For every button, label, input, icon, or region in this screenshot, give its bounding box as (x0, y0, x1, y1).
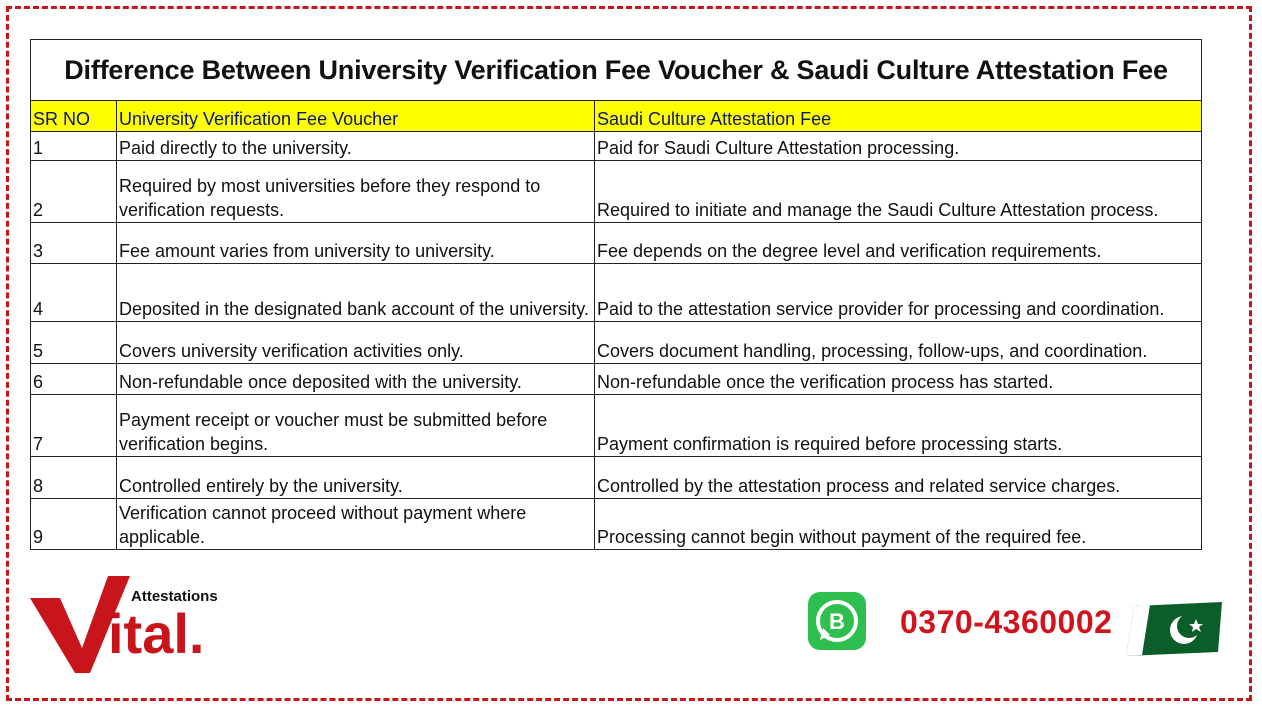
table-row (31, 223, 1202, 264)
row-sr: 6 (31, 364, 117, 395)
row-university-text: Controlled entirely by the university. (117, 457, 595, 499)
row-university-text: Required by most universities before they respond to verification requests. (117, 161, 595, 223)
table-row (31, 364, 1202, 395)
row-saudi-text: Controlled by the attestation process and related service charges. (595, 457, 1202, 499)
row-university-text: Verification cannot proceed without payment where applicable. (117, 499, 595, 550)
table-row (31, 499, 1202, 550)
table-row (31, 264, 1202, 322)
table-row (31, 322, 1202, 364)
row-university-text: Payment receipt or voucher must be submitted before verification begins. (117, 395, 595, 457)
row-saudi-text: Paid for Saudi Culture Attestation processing. (595, 132, 1202, 161)
row-saudi-text: Processing cannot begin without payment of the required fee. (595, 499, 1202, 550)
header-sr-no: SR NO (31, 101, 117, 132)
table-title: Difference Between University Verification Fee Voucher & Saudi Culture Attestation Fee (31, 40, 1202, 101)
table-row (31, 457, 1202, 499)
row-sr: 8 (31, 457, 117, 499)
row-university-text: Non-refundable once deposited with the university. (117, 364, 595, 395)
row-sr: 9 (31, 499, 117, 550)
svg-text:B: B (829, 609, 845, 634)
comparison-table (30, 39, 1202, 550)
row-university-text: Deposited in the designated bank account of the university. (117, 264, 595, 322)
logo-small-text: Attestations (131, 588, 218, 605)
row-university-text: Covers university verification activities only. (117, 322, 595, 364)
table-row (31, 161, 1202, 223)
row-sr: 2 (31, 161, 117, 223)
row-university-text: Fee amount varies from university to university. (117, 223, 595, 264)
table-header-row (31, 101, 1202, 132)
vital-logo-mark (30, 576, 240, 676)
row-saudi-text: Required to initiate and manage the Saudi Culture Attestation process. (595, 161, 1202, 223)
header-saudi-fee: Saudi Culture Attestation Fee (595, 101, 1202, 132)
row-sr: 5 (31, 322, 117, 364)
phone-number[interactable]: 0370-4360002 (900, 604, 1113, 640)
row-saudi-text: Non-refundable once the verification process has started. (595, 364, 1202, 395)
table-row (31, 395, 1202, 457)
header-university-voucher: University Verification Fee Voucher (117, 101, 595, 132)
logo-big-text: ital. (108, 602, 205, 665)
contact-block (808, 592, 1228, 664)
pakistan-flag-icon (1126, 602, 1222, 665)
row-saudi-text: Paid to the attestation service provider for processing and coordination. (595, 264, 1202, 322)
row-sr: 4 (31, 264, 117, 322)
row-saudi-text: Payment confirmation is required before processing starts. (595, 395, 1202, 457)
row-university-text: Paid directly to the university. (117, 132, 595, 161)
vital-attestations-logo (30, 576, 240, 676)
row-sr: 3 (31, 223, 117, 264)
row-saudi-text: Fee depends on the degree level and verification requirements. (595, 223, 1202, 264)
table-row (31, 132, 1202, 161)
whatsapp-business-icon (808, 592, 866, 650)
row-sr: 1 (31, 132, 117, 161)
row-sr: 7 (31, 395, 117, 457)
row-saudi-text: Covers document handling, processing, follow-ups, and coordination. (595, 322, 1202, 364)
